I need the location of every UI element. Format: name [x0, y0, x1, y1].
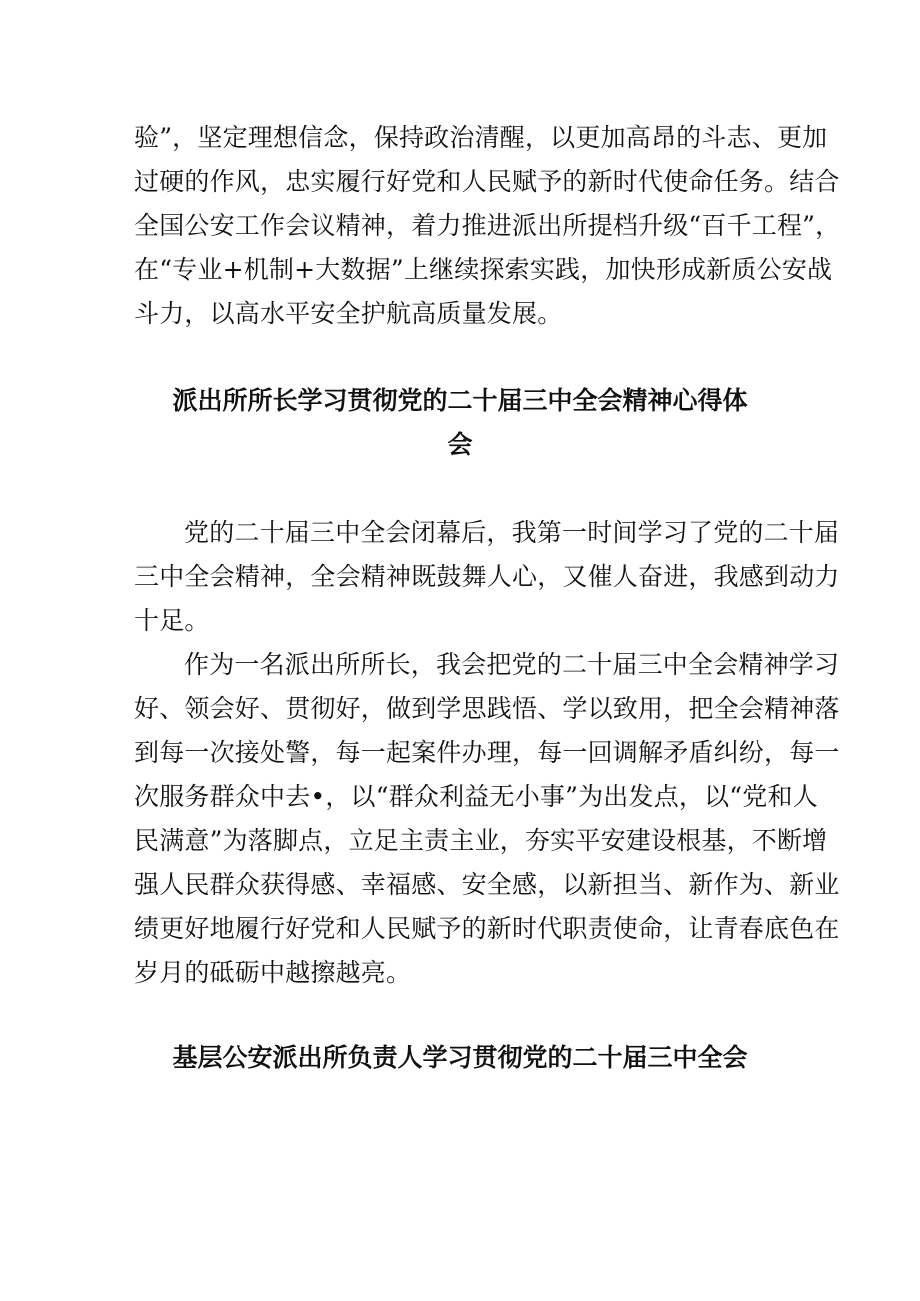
- paragraph-line: 到每一次接处警，每一起案件办理，每一回调解矛盾纠纷，每一: [134, 738, 840, 767]
- section-title-line: 基层公安派出所负责人学习贯彻党的二十届三中全会: [172, 1043, 748, 1072]
- paragraph-line: 强人民群众获得感、幸福感、安全感，以新担当、新作为、新业: [134, 870, 840, 899]
- paragraph-line: 三中全会精神，全会精神既鼓舞人心，又催人奋进，我感到动力: [134, 562, 840, 591]
- paragraph-line: 作为一名派出所所长，我会把党的二十届三中全会精神学习: [184, 650, 840, 679]
- paragraph-line: 过硬的作风，忠实履行好党和人民赋予的新时代使命任务。结合: [134, 167, 840, 196]
- paragraph-line: 民满意”为落脚点，立足主责主业，夯实平安建设根基，不断增: [134, 826, 828, 855]
- paragraph-line: 绩更好地履行好党和人民赋予的新时代职责使命，让青春底色在: [134, 914, 840, 943]
- paragraph-line: 斗力，以高水平安全护航高质量发展。: [134, 299, 563, 328]
- paragraph-line: 次服务群众中去•，以“群众利益无小事”为出发点，以“党和人: [134, 782, 818, 811]
- paragraph-line: 在“专业+机制+大数据”上继续探索实践，加快形成新质公安战: [134, 255, 833, 284]
- paragraph-line: 验”，坚定理想信念，保持政治清醒，以更加高昂的斗志、更加: [134, 123, 828, 152]
- paragraph-line: 十足。: [134, 606, 210, 635]
- paragraph-line: 好、领会好、贯彻好，做到学思践悟、学以致用，把全会精神落: [134, 694, 840, 723]
- paragraph-line: 全国公安工作会议精神，着力推进派出所提档升级“百千工程”，: [134, 211, 841, 240]
- paragraph-line: 岁月的砥砺中越擦越亮。: [134, 958, 412, 987]
- section-title-line: 派出所所长学习贯彻党的二十届三中全会精神心得体: [172, 386, 748, 415]
- section-title-line: 会: [447, 430, 473, 459]
- paragraph-line: 党的二十届三中全会闭幕后，我第一时间学习了党的二十届: [184, 518, 840, 547]
